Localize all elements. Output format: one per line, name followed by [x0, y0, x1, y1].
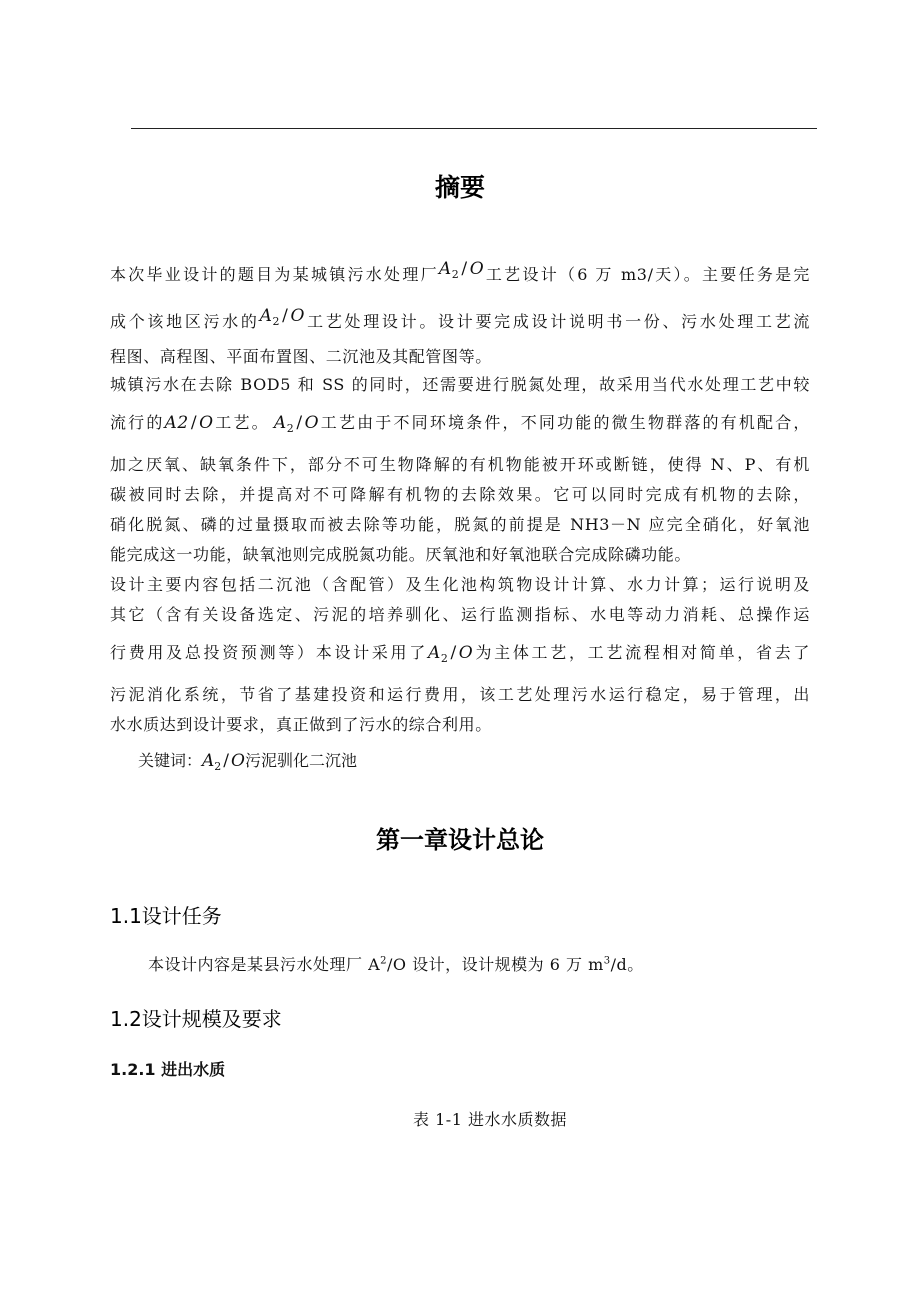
abstract-line-1: [110, 259, 810, 285]
text-run: 工艺由于不同环境条件，不同功能的微生物群落的有机配合，: [319, 413, 810, 432]
keywords: [138, 748, 357, 771]
abstract-line-11: 其它（含有关设备选定、污泥的培养驯化、运行监测指标、水电等动力消耗、总操作运: [110, 605, 810, 624]
a2o-formula: $A_2$ / O: [438, 259, 485, 281]
a2o-formula: A2 / O: [164, 413, 214, 433]
abstract-line-4: 城镇污水在去除 BOD5 和 SS 的同时，还需要进行脱氮处理，故采用当代水处理工艺中较: [110, 375, 810, 394]
abstract-line-5: [110, 410, 810, 433]
abstract-line-12: [110, 640, 810, 663]
section-1-2-heading: 1.2设计规模及要求: [110, 1007, 282, 1031]
chapter-title: 第一章设计总论: [376, 826, 544, 854]
abstract-line-6: 加之厌氧、缺氧条件下，部分不可生物降解的有机物能被开环或断链，使得 N、P、有机: [110, 455, 810, 474]
abstract-line-13: 污泥消化系统，节省了基建投资和运行费用，该工艺处理污水运行稳定，易于管理，出: [110, 685, 810, 704]
keywords-text: 污泥驯化二沉池: [244, 751, 357, 770]
abstract-line-8: 硝化脱氮、磷的过量摄取而被去除等功能，脱氮的前提是 NH3－N 应完全硝化，好氧池: [110, 515, 810, 534]
abstract-title: 摘要: [434, 173, 485, 202]
text-run: 工艺。: [213, 413, 270, 432]
a2o-formula: $A_2$ / O: [202, 751, 245, 773]
abstract-line-9: 能完成这一功能，缺氧池则完成脱氮功能。厌氧池和好氧池联合完成除磷功能。: [110, 545, 692, 564]
abstract-line-14: 水水质达到设计要求，真正做到了污水的综合利用。: [110, 715, 492, 734]
a2o-formula: $A_2$ / O: [259, 306, 306, 328]
section-1-1-text: 本设计内容是某县污水处理厂 $A^2/O$ 设计，设计规模为 6 万 $m^3/d$。: [148, 955, 644, 974]
keywords-label: 关键词：: [138, 751, 203, 770]
text-run: 本次毕业设计的题目为某城镇污水处理厂: [110, 265, 439, 284]
abstract-line-7: 碳被同时去除，并提高对不可降解有机物的去除效果。它可以同时完成有机物的去除，: [110, 485, 810, 504]
text-run: 工艺设计（6 万 m3/天）。主要任务是完: [484, 265, 810, 284]
a2o-formula: $A_2$ / O: [273, 413, 320, 435]
text-run: 工艺处理设计。设计要完成设计说明书一份、污水处理工艺流: [305, 312, 811, 331]
abstract-line-3: 程图、高程图、平面布置图、二沉池及其配管图等。: [110, 347, 492, 366]
text-run: 成个该地区污水的: [110, 312, 260, 331]
text-run: 为主体工艺，工艺流程相对简单，省去了: [473, 643, 811, 662]
section-1-2-1-heading: 1.2.1 进出水质: [110, 1060, 226, 1079]
section-1-1-heading: 1.1设计任务: [110, 904, 222, 928]
abstract-line-10: 设计主要内容包括二沉池（含配管）及生化池构筑物设计计算、水力计算；运行说明及: [110, 575, 810, 594]
abstract-line-2: [110, 306, 811, 332]
text-run: 流行的: [110, 413, 165, 432]
table-caption: 表 1-1 进水水质数据: [413, 1110, 567, 1129]
header-rule: [131, 128, 817, 129]
a2o-formula: $A_2$ / O: [427, 643, 474, 665]
text-run: 行费用及总投资预测等）本设计采用了: [110, 643, 428, 662]
